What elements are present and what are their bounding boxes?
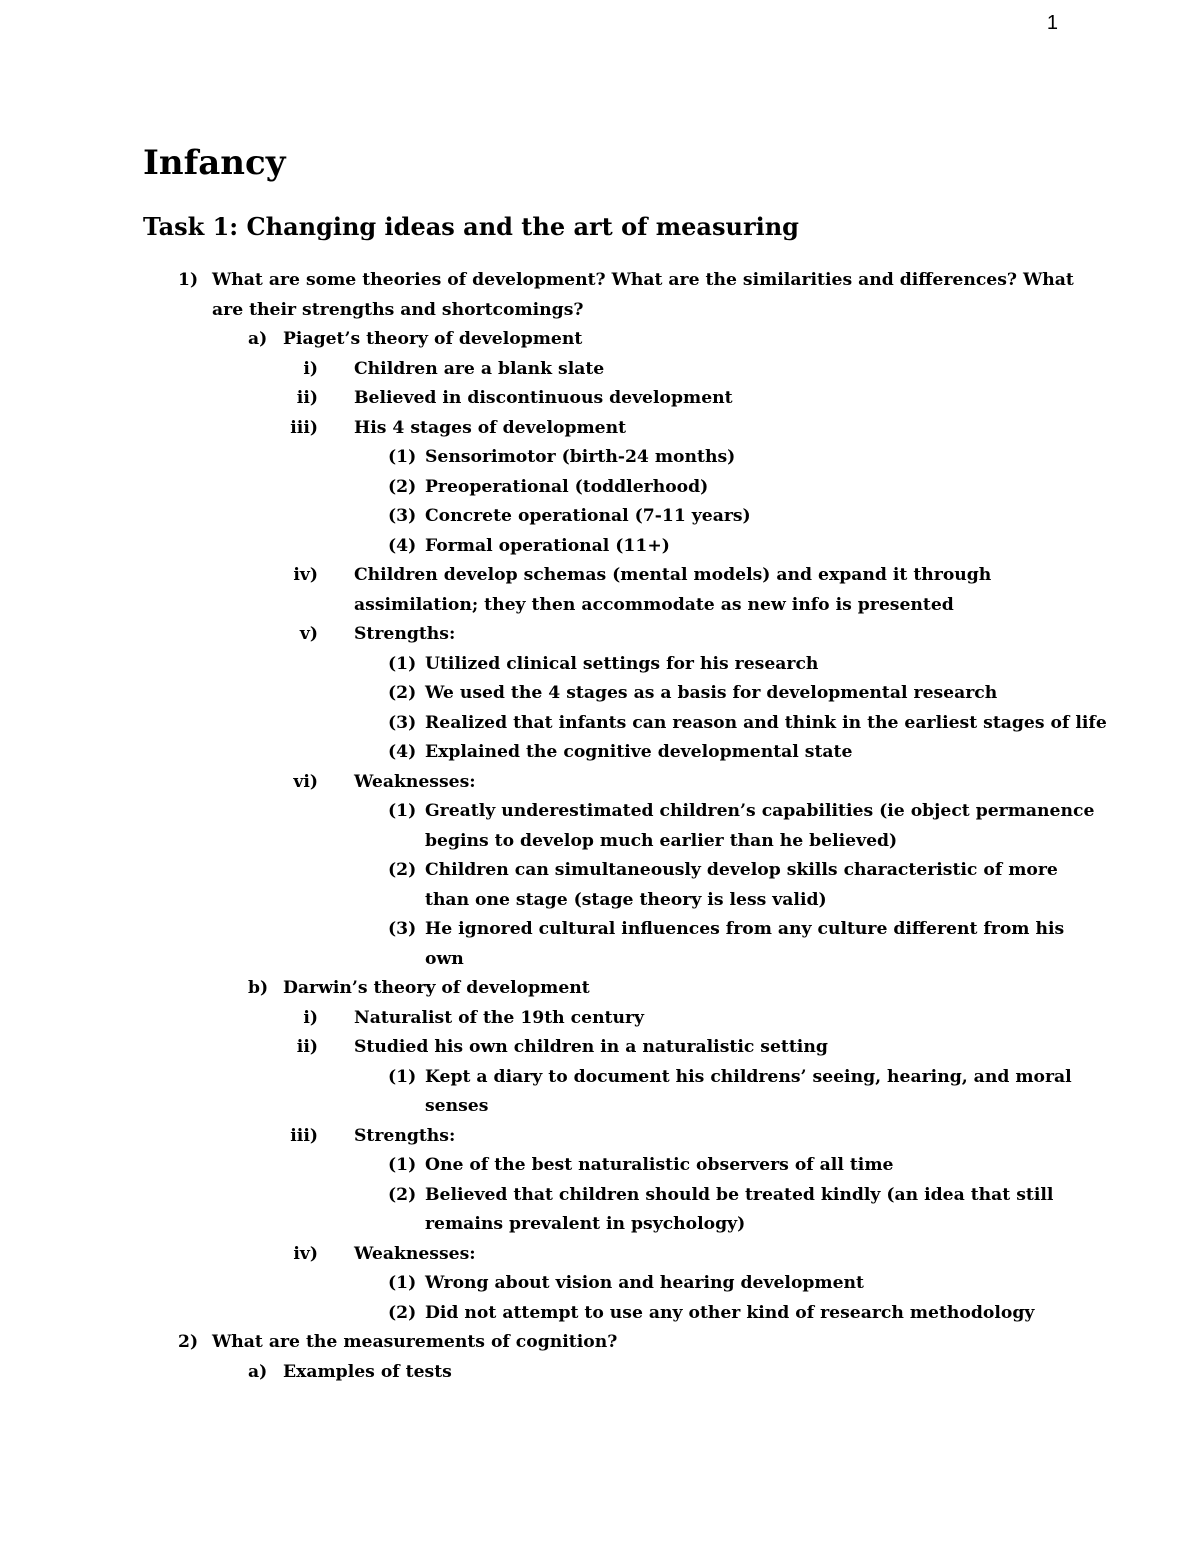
outline-item [0, 355, 1200, 385]
list-item-text: Preoperational (toddlerhood) [425, 476, 709, 497]
outline-item [0, 797, 1200, 827]
list-marker: a) [248, 329, 268, 349]
list-marker: (1) [388, 447, 417, 467]
list-marker: b) [248, 978, 269, 998]
list-item-text: Did not attempt to use any other kind of research methodology [425, 1302, 1035, 1323]
list-item-text: are their strengths and shortcomings? [212, 299, 584, 320]
page-number: 1 [1046, 12, 1058, 34]
list-item-text: We used the 4 stages as a basis for developmental research [425, 683, 998, 703]
list-item-text: Formal operational (11+) [425, 535, 670, 556]
list-marker: (1) [388, 801, 417, 821]
list-item-text: He ignored cultural influences from any culture different from his [425, 919, 1065, 939]
outline-item [0, 709, 1200, 739]
list-marker: (2) [388, 1302, 417, 1323]
list-marker: (3) [388, 506, 417, 526]
list-marker: i) [303, 358, 318, 379]
list-item-text: begins to develop much earlier than he believed) [425, 830, 898, 851]
list-item-text: Children can simultaneously develop skills characteristic of more [425, 860, 1058, 880]
outline-item-continuation [0, 827, 1200, 857]
outline-item [0, 974, 1200, 1004]
list-marker: (4) [388, 535, 417, 556]
list-item-text: Kept a diary to document his childrens’ seeing, hearing, and moral [425, 1066, 1072, 1087]
outline-item [0, 768, 1200, 798]
list-item-text: Believed that children should be treated kindly (an idea that still [425, 1184, 1054, 1205]
list-marker: (2) [388, 860, 417, 880]
outline-item-continuation [0, 1092, 1200, 1122]
outline-item [0, 1358, 1200, 1388]
document-title: Infancy [143, 143, 286, 183]
list-item-text: Naturalist of the 19th century [354, 1007, 645, 1028]
outline-item [0, 443, 1200, 473]
list-item-text: Wrong about vision and hearing development [425, 1273, 864, 1293]
list-marker: (1) [388, 1155, 417, 1175]
list-item-text: Examples of tests [283, 1361, 452, 1382]
outline-item [0, 1299, 1200, 1329]
outline-item-continuation [0, 945, 1200, 975]
outline-item [0, 1151, 1200, 1181]
outline-item [0, 1033, 1200, 1063]
list-item-text: remains prevalent in psychology) [425, 1214, 746, 1234]
list-marker: (2) [388, 1184, 417, 1205]
list-marker: (3) [388, 919, 417, 939]
list-item-text: Greatly underestimated children’s capabilities (ie object permanence [425, 801, 1095, 821]
list-marker: iii) [290, 1125, 318, 1146]
outline-item [0, 325, 1200, 355]
list-marker: (4) [388, 742, 417, 762]
section-heading: Task 1: Changing ideas and the art of measuring [143, 212, 799, 241]
list-item-text: Concrete operational (7-11 years) [425, 506, 751, 526]
outline-item-continuation [0, 591, 1200, 621]
list-marker: (1) [388, 1066, 417, 1087]
list-marker: v) [299, 624, 318, 644]
list-item-text: Strengths: [354, 624, 456, 644]
list-marker: ii) [296, 1037, 318, 1057]
outline-item [0, 1269, 1200, 1299]
list-marker: a) [248, 1361, 268, 1382]
outline-item-continuation [0, 296, 1200, 326]
outline-item [0, 384, 1200, 414]
list-item-text: than one stage (stage theory is less valid) [425, 889, 827, 910]
list-marker: iv) [293, 1243, 318, 1264]
outline-item [0, 915, 1200, 945]
outline-item-continuation [0, 886, 1200, 916]
list-item-text: What are the measurements of cognition? [212, 1332, 618, 1352]
list-item-text: Darwin’s theory of development [283, 978, 590, 998]
list-item-text: Utilized clinical settings for his research [425, 653, 819, 674]
list-marker: 2) [178, 1332, 199, 1352]
list-item-text: senses [425, 1096, 489, 1116]
outline-item [0, 856, 1200, 886]
list-marker: (1) [388, 653, 417, 674]
list-marker: i) [303, 1007, 318, 1028]
outline-item [0, 1063, 1200, 1093]
list-item-text: Explained the cognitive developmental state [425, 742, 853, 762]
list-item-text: assimilation; they then accommodate as new info is presented [354, 594, 954, 615]
list-marker: (2) [388, 683, 417, 703]
outline-item [0, 1004, 1200, 1034]
list-marker: (2) [388, 476, 417, 497]
list-item-text: One of the best naturalistic observers of all time [425, 1155, 894, 1175]
list-item-text: Children are a blank slate [354, 358, 605, 379]
list-item-text: Realized that infants can reason and think in the earliest stages of life [425, 712, 1107, 733]
list-marker: (1) [388, 1273, 417, 1293]
list-item-text: Piaget’s theory of development [283, 329, 583, 349]
outline-list [0, 266, 1200, 1387]
list-marker: iv) [293, 565, 318, 585]
outline-item-continuation [0, 1210, 1200, 1240]
outline-item [0, 1328, 1200, 1358]
outline-item [0, 473, 1200, 503]
list-item-text: Weaknesses: [354, 1243, 476, 1264]
outline-item [0, 414, 1200, 444]
outline-item [0, 532, 1200, 562]
outline-item [0, 266, 1200, 296]
list-item-text: Weaknesses: [354, 771, 476, 792]
outline-item [0, 738, 1200, 768]
list-item-text: Children develop schemas (mental models) and expand it through [354, 565, 992, 585]
outline-item [0, 620, 1200, 650]
outline-item [0, 1240, 1200, 1270]
outline-item [0, 1122, 1200, 1152]
outline-item [0, 502, 1200, 532]
list-marker: iii) [290, 417, 318, 438]
list-marker: vi) [293, 771, 318, 792]
outline-item [0, 679, 1200, 709]
list-item-text: Strengths: [354, 1125, 456, 1146]
outline-item [0, 1181, 1200, 1211]
list-item-text: Sensorimotor (birth-24 months) [425, 447, 736, 467]
list-item-text: What are some theories of development? What are the similarities and differences? What [212, 270, 1074, 290]
list-item-text: own [425, 948, 464, 969]
list-marker: 1) [178, 270, 199, 290]
list-marker: (3) [388, 712, 417, 733]
list-item-text: Believed in discontinuous development [354, 388, 733, 408]
list-item-text: Studied his own children in a naturalistic setting [354, 1037, 828, 1057]
list-marker: ii) [296, 388, 318, 408]
outline-item [0, 650, 1200, 680]
list-item-text: His 4 stages of development [354, 417, 627, 438]
outline-item [0, 561, 1200, 591]
